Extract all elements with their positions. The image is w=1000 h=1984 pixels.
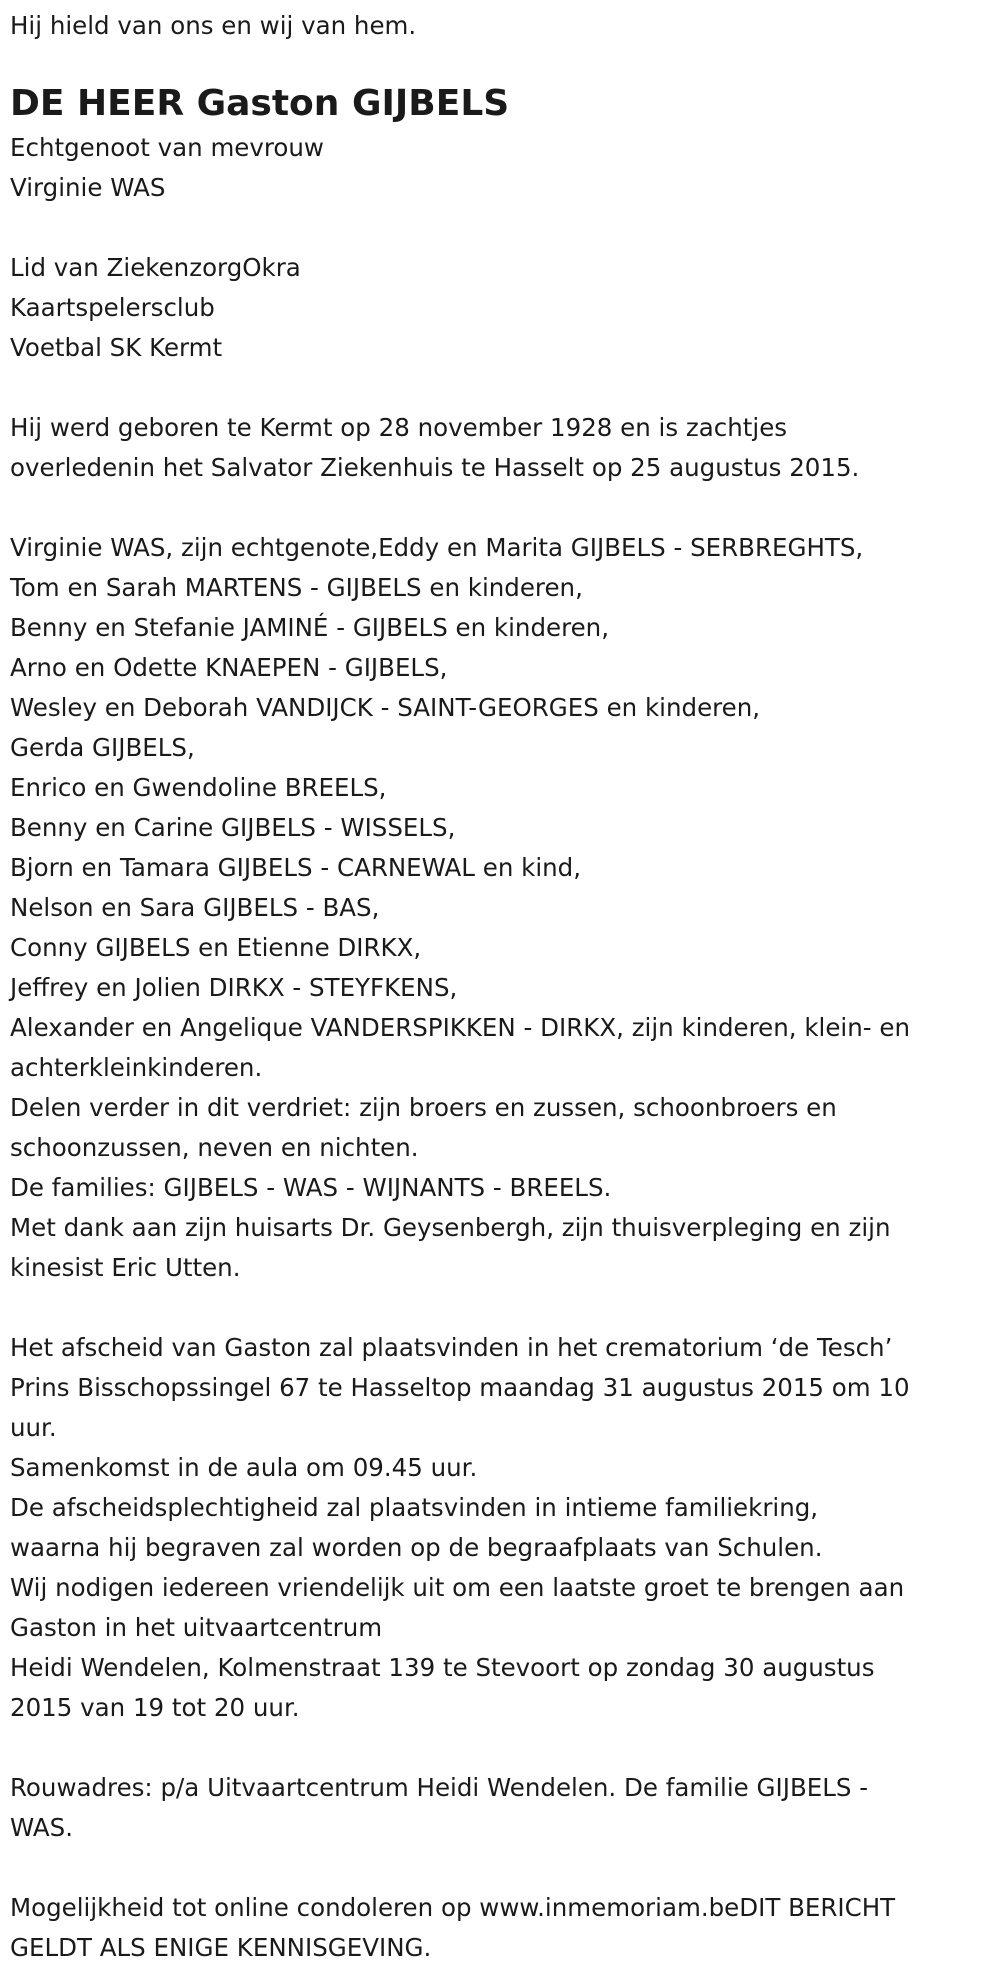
ceremony-line: 2015 van 19 tot 20 uur.	[10, 1693, 300, 1722]
family-line: kinesist Eric Utten.	[10, 1253, 241, 1282]
birth-death-line: overledenin het Salvator Ziekenhuis te Hasselt op 25 augustus 2015.	[10, 453, 860, 482]
membership-line: Lid van ZiekenzorgOkra	[10, 253, 301, 282]
ceremony-line: Heidi Wendelen, Kolmenstraat 139 te Stevoort op zondag 30 augustus	[10, 1653, 875, 1682]
spouse-block	[10, 128, 990, 208]
page-title: DE HEER Gaston GIJBELS	[10, 83, 510, 124]
membership-line: Kaartspelersclub	[10, 293, 215, 322]
family-line: schoonzussen, neven en nichten.	[10, 1133, 419, 1162]
family-line: De families: GIJBELS - WAS - WIJNANTS - BREELS.	[10, 1173, 612, 1202]
spacer	[10, 488, 990, 528]
family-line: Met dank aan zijn huisarts Dr. Geysenbergh, zijn thuisverpleging en zijn	[10, 1213, 891, 1242]
closing-line: GELDT ALS ENIGE KENNISGEVING.	[10, 1933, 432, 1962]
family-line: Virginie WAS, zijn echtgenote,Eddy en Marita GIJBELS - SERBREGHTS,	[10, 533, 864, 562]
family-line: Arno en Odette KNAEPEN - GIJBELS,	[10, 653, 448, 682]
ceremony-line: Prins Bisschopssingel 67 te Hasseltop maandag 31 augustus 2015 om 10	[10, 1373, 910, 1402]
family-line: Benny en Carine GIJBELS - WISSELS,	[10, 813, 456, 842]
ceremony-line: uur.	[10, 1413, 57, 1442]
family-line: Delen verder in dit verdriet: zijn broers en zussen, schoonbroers en	[10, 1093, 837, 1122]
spacer	[10, 1728, 990, 1768]
address-line: Rouwadres: p/a Uitvaartcentrum Heidi Wendelen. De familie GIJBELS -	[10, 1773, 869, 1802]
family-line: Wesley en Deborah VANDIJCK - SAINT-GEORGES en kinderen,	[10, 693, 761, 722]
address-block	[10, 1768, 990, 1848]
closing-block	[10, 1888, 990, 1968]
family-line: Benny en Stefanie JAMINÉ - GIJBELS en kinderen,	[10, 613, 609, 642]
family-line: Nelson en Sara GIJBELS - BAS,	[10, 893, 380, 922]
family-line: Tom en Sarah MARTENS - GIJBELS en kinderen,	[10, 573, 583, 602]
spacer	[10, 208, 990, 248]
ceremony-block	[10, 1328, 990, 1728]
memberships-block	[10, 248, 990, 368]
birth-death-block	[10, 408, 990, 488]
ceremony-line: Samenkomst in de aula om 09.45 uur.	[10, 1453, 478, 1482]
family-line: Conny GIJBELS en Etienne DIRKX,	[10, 933, 422, 962]
family-line: Gerda GIJBELS,	[10, 733, 195, 762]
closing-line: Mogelijkheid tot online condoleren op www.inmemoriam.beDIT BERICHT	[10, 1893, 896, 1922]
family-line: Alexander en Angelique VANDERSPIKKEN - DIRKX, zijn kinderen, klein- en	[10, 1013, 910, 1042]
family-line: Jeffrey en Jolien DIRKX - STEYFKENS,	[10, 973, 458, 1002]
ceremony-line: waarna hij begraven zal worden op de begraafplaats van Schulen.	[10, 1533, 823, 1562]
family-line: Bjorn en Tamara GIJBELS - CARNEWAL en kind,	[10, 853, 582, 882]
ceremony-line: Wij nodigen iedereen vriendelijk uit om een laatste groet te brengen aan	[10, 1573, 905, 1602]
family-line: Enrico en Gwendoline BREELS,	[10, 773, 387, 802]
membership-line: Voetbal SK Kermt	[10, 333, 223, 362]
family-line: achterkleinkinderen.	[10, 1053, 263, 1082]
birth-death-line: Hij werd geboren te Kermt op 28 november 1928 en is zachtjes	[10, 413, 788, 442]
spouse-line: Echtgenoot van mevrouw	[10, 133, 324, 162]
spacer	[10, 1288, 990, 1328]
spouse-line: Virginie WAS	[10, 173, 166, 202]
ceremony-line: De afscheidsplechtigheid zal plaatsvinden in intieme familiekring,	[10, 1493, 819, 1522]
spacer	[10, 368, 990, 408]
address-line: WAS.	[10, 1813, 73, 1842]
ceremony-line: Gaston in het uitvaartcentrum	[10, 1613, 383, 1642]
intro-block	[10, 6, 416, 46]
intro-line: Hij hield van ons en wij van hem.	[10, 11, 417, 40]
ceremony-line: Het afscheid van Gaston zal plaatsvinden in het crematorium ‘de Tesch’	[10, 1333, 893, 1362]
obituary-content	[10, 84, 990, 1968]
family-block	[10, 528, 990, 1288]
spacer	[10, 1848, 990, 1888]
